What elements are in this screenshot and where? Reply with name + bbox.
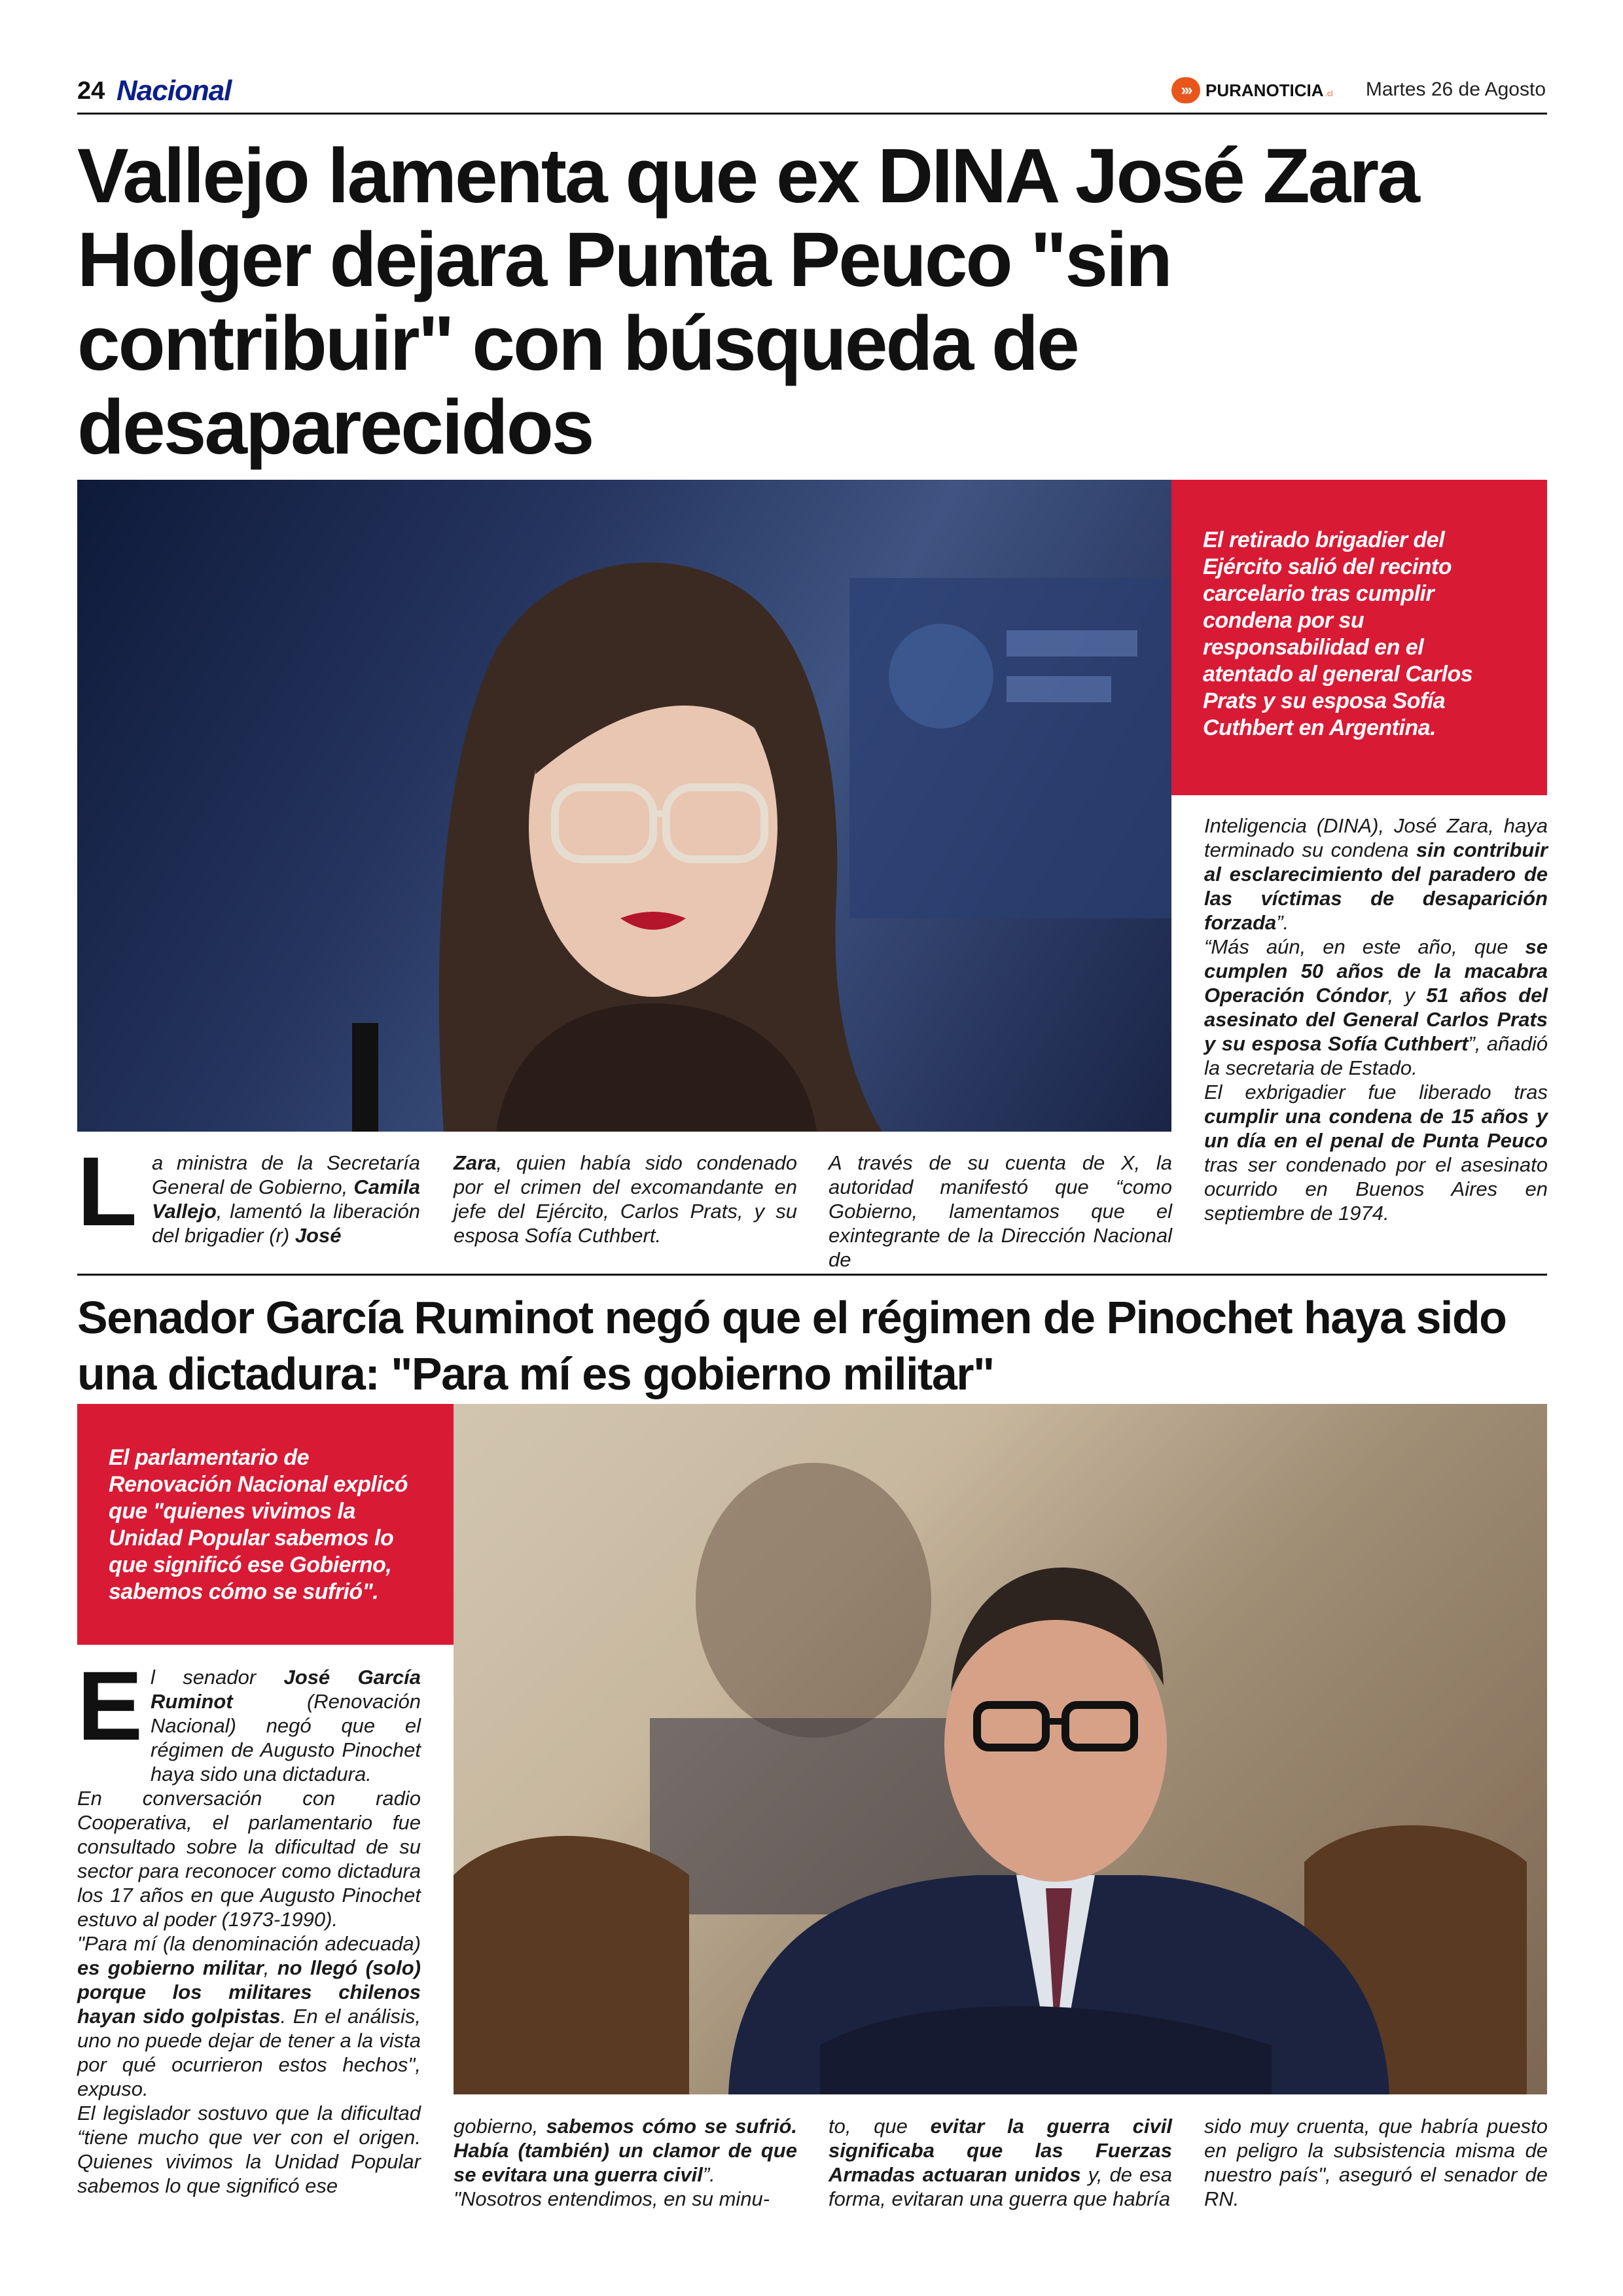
article1-col4-para2 xyxy=(1204,935,1548,1080)
article2-col1-text: (Renovación Nacional) negó que el régimen de Augusto Pinochet haya sido una dictadura. xyxy=(151,1690,421,1785)
article2-col1-para4 xyxy=(77,2101,421,2198)
article1-column-4 xyxy=(1204,814,1548,1225)
article1-callout-text: El retirado brigadier del Ejército salió del recinto carcelario tras cumplir condena por su responsabilidad en el atentado al general Carlos Prats y su esposa Sofía Cuthbert en Argentina. xyxy=(1203,528,1473,740)
article2-col1-text: El legislador sostuvo que la dificultad “tiene mucho que ver con el origen. Quienes vivimos la Unidad Popular sabemos lo que significó ese xyxy=(77,2102,421,2197)
article1-col1-bold: José xyxy=(294,1224,342,1247)
article1-col4-para1 xyxy=(1204,814,1548,935)
article1-column-3 xyxy=(829,1151,1172,1272)
article1-col4-bold: 51 años del asesinato del General Carlos Prats y su esposa Sofía Cuthbert xyxy=(1204,984,1548,1055)
page-number: 24 xyxy=(77,77,105,105)
article2-column-1 xyxy=(77,1651,421,2198)
article1-col1-text: a ministra de la Secretaría General de Gobierno, xyxy=(152,1151,420,1198)
senator-portrait-illustration xyxy=(454,1404,1547,2094)
section-divider xyxy=(77,1274,1547,1276)
article2-col2-text: "Nosotros entendimos, en su minu- xyxy=(454,2187,770,2210)
article1-dropcap: L xyxy=(77,1136,137,1246)
article1-col4-text: ”. xyxy=(1276,911,1289,934)
article1-col4-text: “Más aún, en este año, que xyxy=(1204,935,1525,958)
article1-col3-text: A través de su cuenta de X, la autoridad manifestó que “como Gobierno, lamentamos que el exintegrante de la Dirección Nacional de xyxy=(829,1151,1172,1271)
article1-col2-text: , quien había sido condenado por el crimen del excomandante en jefe del Ejército, Carlos Prats, y su esposa Sofía Cuthbert. xyxy=(454,1151,797,1247)
article1-callout xyxy=(1171,480,1547,795)
article2-col2-para2 xyxy=(454,2187,797,2211)
section-name: Nacional xyxy=(116,75,232,107)
article1-headline: Vallejo lamenta que ex DINA José Zara Holger dejara Punta Peuco "sin contribuir" con búsqueda de desaparecidos xyxy=(77,133,1418,471)
article2-col1-bold: es gobierno militar xyxy=(77,1956,264,1979)
article1-col4-text: El exbrigadier fue liberado tras xyxy=(1204,1081,1548,1103)
arrows-icon: ››› xyxy=(1171,77,1200,103)
article1-col2-bold: Zara xyxy=(454,1151,497,1174)
issue-date: Martes 26 de Agosto xyxy=(1365,79,1546,100)
article1-col4-para3 xyxy=(1204,1080,1548,1225)
article1-column-1 xyxy=(152,1151,420,1247)
article2-headline: Senador García Ruminot negó que el régimen de Pinochet haya sido una dictadura: "Para mí es gobierno militar" xyxy=(77,1292,1507,1399)
article2-col1-para2 xyxy=(77,1786,421,1931)
article2-col2-text: gobierno, xyxy=(454,2115,546,2138)
article2-col1-text: En conversación con radio Cooperativa, el parlamentario fue consultado sobre la dificultad de su sector para reconocer como dictadura los 17 años en que Augusto Pinochet estuvo al poder (1973-1990). xyxy=(77,1787,421,1931)
article2-col1-bold: José García Ruminot xyxy=(151,1666,421,1713)
article1-col4-text: Inteligencia (DINA), José Zara, haya terminado su condena xyxy=(1204,814,1548,861)
article1-col1-text: , lamentó la liberación del brigadier (r) xyxy=(152,1200,420,1247)
article1-column-2 xyxy=(454,1151,797,1247)
publication-logo xyxy=(1171,76,1333,105)
article2-col2-para1 xyxy=(454,2114,797,2187)
article2-callout-text: El parlamentario de Renovación Nacional explicó que "quienes vivimos la Unidad Popular sabemos lo que significó ese Gobierno, sabemos cómo se sufrió". xyxy=(109,1445,408,1604)
article1-col4-bold: cumplir una condena de 15 años y un día en el penal de Punta Peuco xyxy=(1204,1105,1548,1152)
article2-col1-text: "Para mí (la denominación adecuada) xyxy=(77,1932,421,1955)
article2-col2-text: ”. xyxy=(702,2163,715,2186)
article2-col3-bold: evitar la guerra civil significaba que las Fuerzas Armadas actuaran unidos xyxy=(829,2115,1172,2186)
article1-col1-bold: Camila Vallejo xyxy=(152,1175,420,1223)
article2-col3-text: to, que xyxy=(829,2115,931,2138)
article2-dropcap: E xyxy=(77,1651,143,1761)
article1-col4-text: ”, añadió la secretaria de Estado. xyxy=(1204,1032,1548,1079)
article2-column-2 xyxy=(454,2114,797,2211)
article2-col1-text: , xyxy=(263,1956,277,1979)
article1-col4-bold: se cumplen 50 años de la macabra Operación Cóndor xyxy=(1204,935,1548,1007)
article2-col3-text: y, de esa forma, evitaran una guerra que habría xyxy=(829,2163,1173,2210)
article2-col1-bold: no llegó (solo) porque los militares chilenos hayan sido golpistas xyxy=(77,1956,421,2028)
article2-col1-text: . En el análisis, uno no puede dejar de tener a la vista por qué ocurrieron estos hechos", expuso. xyxy=(77,2005,421,2100)
article1-photo xyxy=(77,480,1171,1132)
header-rule xyxy=(77,113,1547,115)
logo-text: PURANOTICIA xyxy=(1205,80,1324,100)
article2-callout xyxy=(77,1404,454,1645)
article1-col4-bold: sin contribuir al esclarecimiento del paradero de las víctimas de desaparición forzada xyxy=(1204,838,1548,934)
logo-suffix: .cl xyxy=(1325,89,1333,98)
article2-col1-para1 xyxy=(77,1651,421,1786)
minister-portrait-illustration xyxy=(77,480,1171,1132)
article1-col4-text: , y xyxy=(1387,984,1427,1007)
article2-column-3 xyxy=(829,2114,1172,2211)
article2-col2-bold: sabemos cómo se sufrió. Había (también) un clamor de que se evitara una guerra civil xyxy=(454,2115,797,2186)
article2-col1-text: l senador xyxy=(151,1666,284,1689)
article2-photo xyxy=(454,1404,1547,2094)
article2-column-4 xyxy=(1204,2114,1548,2211)
article2-col4-text: sido muy cruenta, que habría puesto en peligro la subsistencia misma de nuestro país", aseguró el senador de RN. xyxy=(1204,2115,1548,2210)
article1-col4-text: tras ser condenado por el asesinato ocurrido en Buenos Aires en septiembre de 1974. xyxy=(1204,1153,1548,1225)
article2-col1-para3 xyxy=(77,1931,421,2101)
